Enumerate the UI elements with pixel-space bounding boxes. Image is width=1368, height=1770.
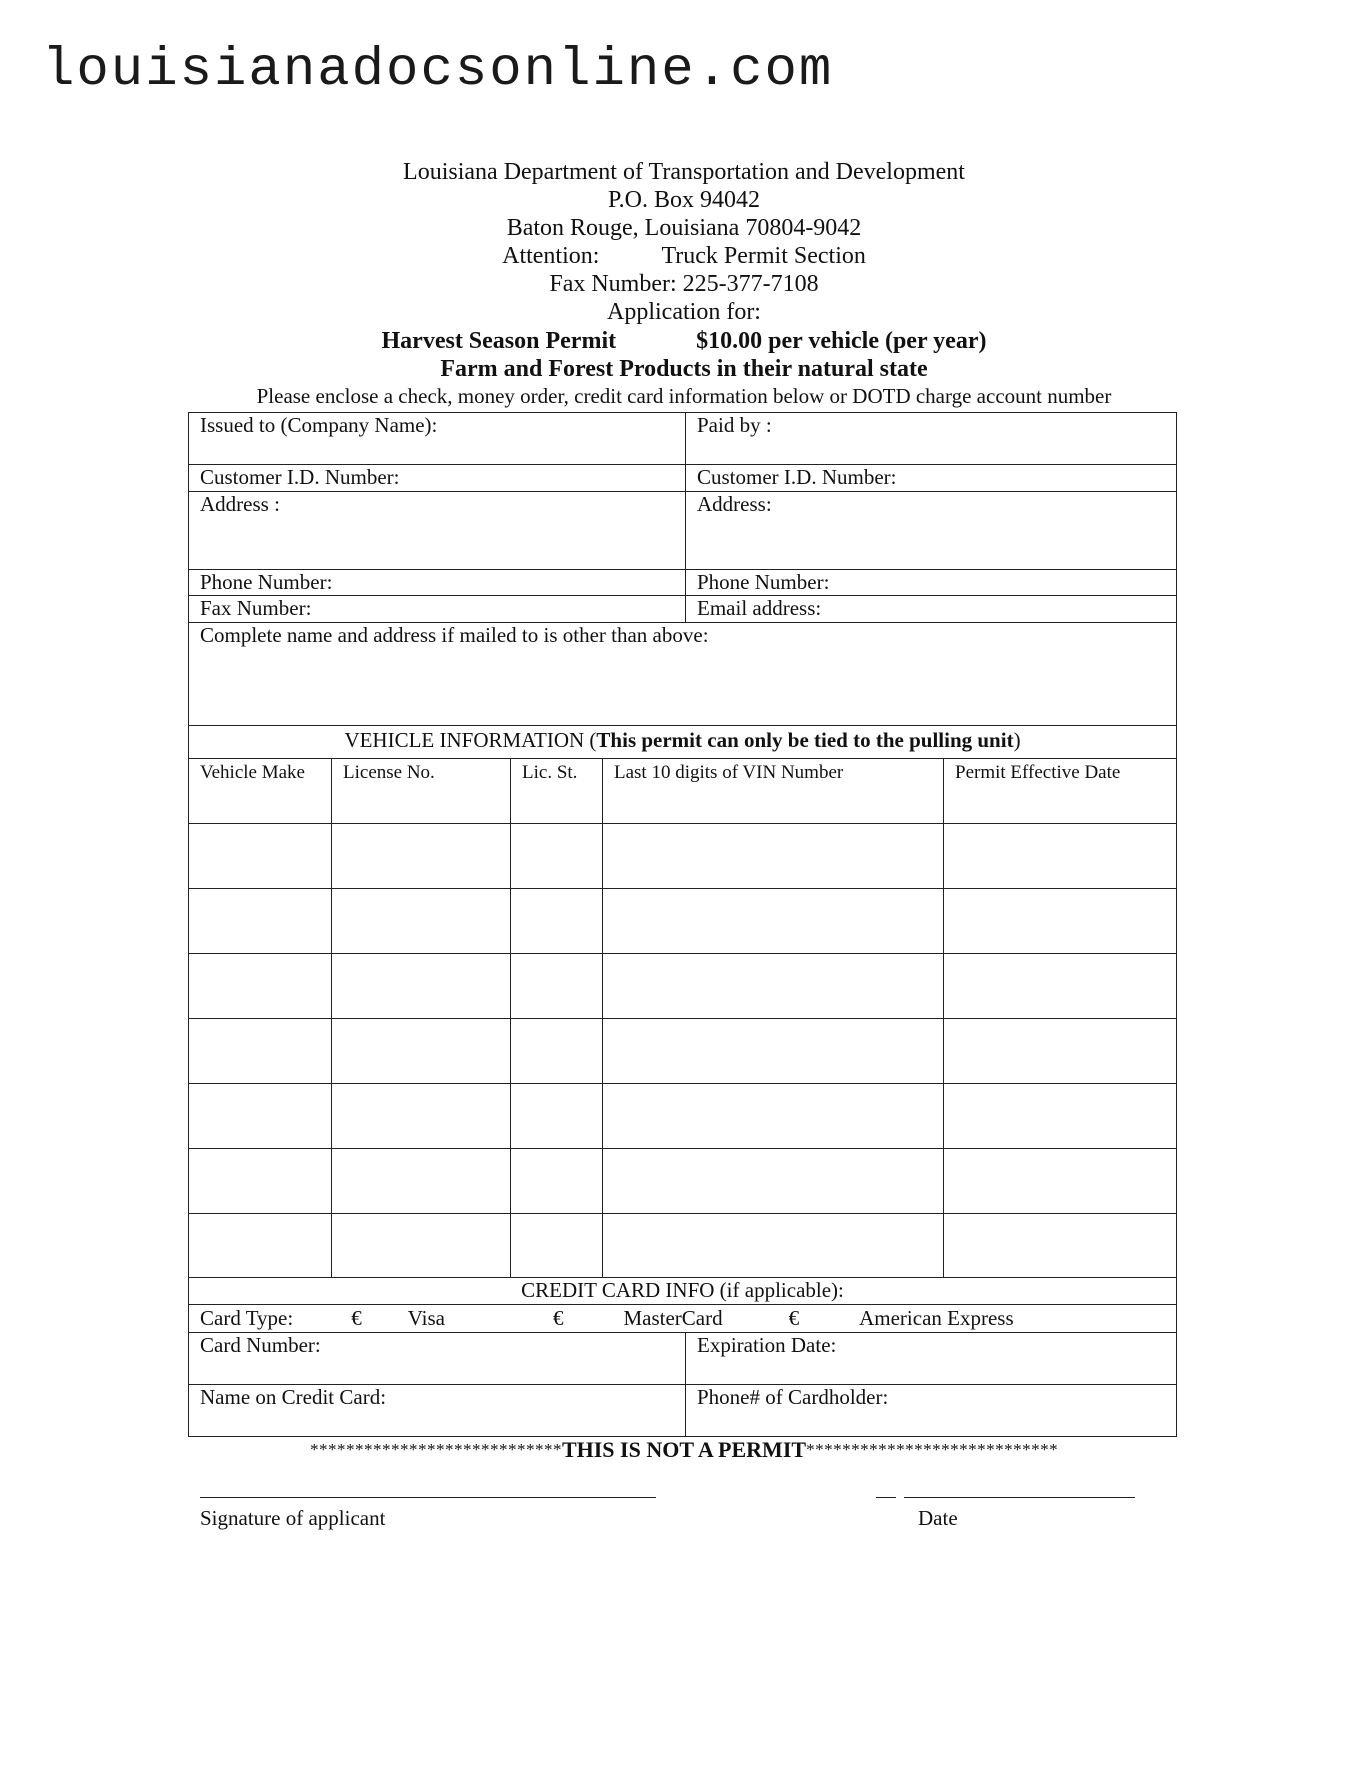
license-no-cell[interactable] xyxy=(332,889,511,954)
license-no-cell[interactable] xyxy=(332,1214,511,1278)
credit-card-title: CREDIT CARD INFO (if applicable): xyxy=(189,1278,1177,1305)
not-a-permit-notice xyxy=(0,1437,1368,1463)
license-no-cell[interactable] xyxy=(332,1084,511,1149)
fax-field[interactable]: Fax Number: xyxy=(189,596,686,623)
vehicle-row xyxy=(189,1084,1177,1149)
vehicle-title-prefix: VEHICLE INFORMATION ( xyxy=(344,728,597,752)
vehicle-make-cell[interactable] xyxy=(189,1214,332,1278)
visa-label: Visa xyxy=(407,1306,445,1330)
vin-cell[interactable] xyxy=(603,824,944,889)
lic-st-cell[interactable] xyxy=(511,1214,603,1278)
effective-date-cell[interactable] xyxy=(944,824,1177,889)
site-watermark: louisianadocsonline.com xyxy=(42,40,834,101)
expiration-date-field[interactable]: Expiration Date: xyxy=(686,1333,1177,1385)
application-form-table xyxy=(188,412,1177,1437)
mail-to-field[interactable]: Complete name and address if mailed to is other than above: xyxy=(189,623,1177,726)
vehicle-info-title xyxy=(189,726,1177,759)
customer-id-right-field[interactable]: Customer I.D. Number: xyxy=(686,465,1177,492)
amex-checkbox-icon[interactable]: € xyxy=(788,1306,800,1330)
col-license-no: License No. xyxy=(332,759,511,824)
vehicle-title-suffix: ) xyxy=(1013,728,1021,752)
vehicle-make-cell[interactable] xyxy=(189,1084,332,1149)
vehicle-make-cell[interactable] xyxy=(189,824,332,889)
vin-cell[interactable] xyxy=(603,1084,944,1149)
license-no-cell[interactable] xyxy=(332,1019,511,1084)
license-no-cell[interactable] xyxy=(332,824,511,889)
phone-right-field[interactable]: Phone Number: xyxy=(686,570,1177,596)
vehicle-row xyxy=(189,1214,1177,1278)
col-effective-date: Permit Effective Date xyxy=(944,759,1177,824)
vehicle-make-cell[interactable] xyxy=(189,1149,332,1214)
customer-id-left-field[interactable]: Customer I.D. Number: xyxy=(189,465,686,492)
signature-label: Signature of applicant xyxy=(200,1506,386,1530)
lic-st-cell[interactable] xyxy=(511,889,603,954)
attention-line xyxy=(0,242,1368,270)
cardholder-phone-field[interactable]: Phone# of Cardholder: xyxy=(686,1385,1177,1437)
fax-line: Fax Number: 225-377-7108 xyxy=(549,271,819,297)
address-right-field[interactable]: Address: xyxy=(686,492,1177,570)
city-line: Baton Rouge, Louisiana 70804-9042 xyxy=(506,215,862,241)
mastercard-label: MasterCard xyxy=(623,1306,723,1330)
date-line-short xyxy=(876,1497,896,1498)
permit-name: Harvest Season Permit xyxy=(381,328,617,354)
lic-st-cell[interactable] xyxy=(511,1149,603,1214)
lic-st-cell[interactable] xyxy=(511,954,603,1019)
vehicle-row xyxy=(189,824,1177,889)
phone-left-field[interactable]: Phone Number: xyxy=(189,570,686,596)
vehicle-title-bold: This permit can only be tied to the pulling unit xyxy=(596,728,1014,752)
license-no-cell[interactable] xyxy=(332,954,511,1019)
effective-date-cell[interactable] xyxy=(944,1019,1177,1084)
vehicle-make-cell[interactable] xyxy=(189,1019,332,1084)
date-label: Date xyxy=(918,1506,958,1530)
vehicle-make-cell[interactable] xyxy=(189,954,332,1019)
issued-to-field[interactable]: Issued to (Company Name): xyxy=(189,413,686,465)
signature-line[interactable] xyxy=(200,1497,656,1498)
card-type-row xyxy=(189,1305,1177,1333)
vehicle-make-cell[interactable] xyxy=(189,889,332,954)
vin-cell[interactable] xyxy=(603,1149,944,1214)
enclose-note: Please enclose a check, money order, credit card information below or DOTD charge account number xyxy=(256,384,1112,408)
po-box: P.O. Box 94042 xyxy=(607,187,761,213)
permit-title-line xyxy=(0,327,1368,355)
vin-cell[interactable] xyxy=(603,889,944,954)
amex-label: American Express xyxy=(859,1306,1014,1330)
agency-name: Louisiana Department of Transportation and Development xyxy=(403,159,965,185)
card-type-label: Card Type: xyxy=(200,1306,294,1330)
lic-st-cell[interactable] xyxy=(511,1019,603,1084)
col-vin: Last 10 digits of VIN Number xyxy=(603,759,944,824)
name-on-card-field[interactable]: Name on Credit Card: xyxy=(189,1385,686,1437)
email-field[interactable]: Email address: xyxy=(686,596,1177,623)
visa-checkbox-icon[interactable]: € xyxy=(351,1306,362,1330)
attention-label: Attention: xyxy=(502,243,600,269)
vehicle-row xyxy=(189,1149,1177,1214)
vin-cell[interactable] xyxy=(603,1019,944,1084)
vehicle-row xyxy=(189,1019,1177,1084)
stars-left: **************************** xyxy=(309,1440,562,1459)
paid-by-field[interactable]: Paid by : xyxy=(686,413,1177,465)
notice-text: THIS IS NOT A PERMIT xyxy=(561,1437,807,1462)
col-lic-st: Lic. St. xyxy=(511,759,603,824)
vehicle-row xyxy=(189,889,1177,954)
card-number-field[interactable]: Card Number: xyxy=(189,1333,686,1385)
application-for: Application for: xyxy=(607,299,761,325)
col-vehicle-make: Vehicle Make xyxy=(189,759,332,824)
effective-date-cell[interactable] xyxy=(944,889,1177,954)
effective-date-cell[interactable] xyxy=(944,1084,1177,1149)
stars-right: **************************** xyxy=(806,1440,1059,1459)
vehicle-row xyxy=(189,954,1177,1019)
effective-date-cell[interactable] xyxy=(944,1149,1177,1214)
mastercard-checkbox-icon[interactable]: € xyxy=(552,1306,564,1330)
address-left-field[interactable]: Address : xyxy=(189,492,686,570)
permit-price: $10.00 per vehicle (per year) xyxy=(696,328,987,354)
vin-cell[interactable] xyxy=(603,954,944,1019)
attention-value: Truck Permit Section xyxy=(661,243,866,269)
vin-cell[interactable] xyxy=(603,1214,944,1278)
lic-st-cell[interactable] xyxy=(511,1084,603,1149)
products-line: Farm and Forest Products in their natural state xyxy=(440,356,928,382)
effective-date-cell[interactable] xyxy=(944,954,1177,1019)
license-no-cell[interactable] xyxy=(332,1149,511,1214)
date-line[interactable] xyxy=(904,1497,1135,1498)
effective-date-cell[interactable] xyxy=(944,1214,1177,1278)
lic-st-cell[interactable] xyxy=(511,824,603,889)
